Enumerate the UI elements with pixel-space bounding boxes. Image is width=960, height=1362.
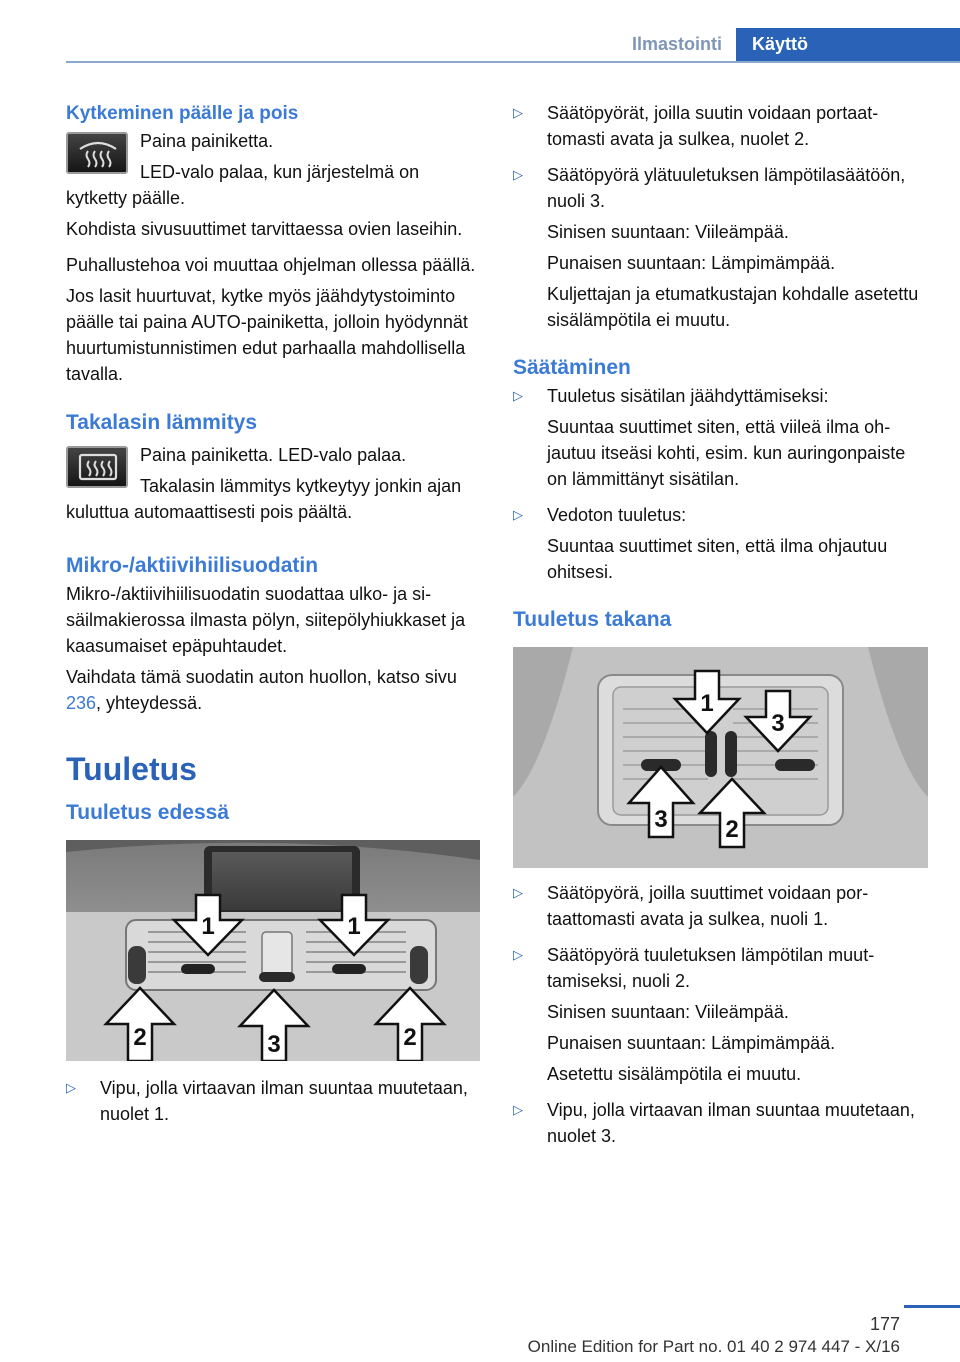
asetettu-text: Asetettu sisälämpötila ei muutu. (547, 1064, 802, 1084)
header-chapter-tab: Käyttö (736, 28, 960, 63)
front-defrost-button-icon (66, 132, 128, 174)
kohdista-text: Kohdista sivusuuttimet tarvittaessa ovien laseihin. (66, 219, 463, 239)
heading-tuuletus-takana: Tuuletus takana (513, 608, 672, 631)
left-column (66, 100, 480, 1127)
arrow-label: 2 (403, 1024, 417, 1051)
arrow-label: 3 (771, 710, 785, 737)
bullet-ylatuuletus: ▷ Säätöpyörä ylätuuletuksen lämpötilasäätöön, nuoli 3. (513, 162, 928, 214)
bullet-triangle-icon: ▷ (513, 167, 523, 182)
bullet-triangle-icon: ▷ (513, 388, 523, 403)
bullet-vedoton: ▷ Vedoton tuuletus: (513, 502, 928, 528)
paina-painiketta-2: Paina painiketta. LED-valo palaa. (140, 445, 407, 465)
header-section-title: Ilmastointi (631, 34, 722, 54)
sininen-text-1: Sinisen suuntaan: Viileämpää. (547, 222, 789, 242)
bullet-triangle-icon: ▷ (513, 105, 523, 120)
bullet-jaahdyttaminen: ▷ Tuuletus sisätilan jäähdyttämiseksi: (513, 383, 928, 409)
huurtuvat-text: Jos lasit huurtuvat, kytke myös jäähdytystoiminto päälle tai paina AUTO-painiketta, jolloin hyödynnät huurtumistunnistimen edut parhaalla mahdollisella tavalla. (66, 286, 468, 384)
mikro-text: Mikro-/aktiivihiilisuodatin suodattaa ulko- ja sisäilmakierossa ilmasta pölyn, siitepölyhiukkaset ja kaasumaiset epäpuhtaudet. (66, 584, 466, 656)
arrow-label: 1 (201, 913, 215, 940)
vedoton-sub: Suuntaa suuttimet siten, että ilma ohjautuu ohitsesi. (547, 536, 888, 582)
punainen-text-2: Punaisen suuntaan: Lämpimämpää. (547, 1033, 836, 1053)
bullet-triangle-icon: ▷ (513, 947, 523, 962)
bullet-front-vipu: ▷ Vipu, jolla virtaavan ilman suuntaa muutetaan, nuolet 1. (66, 1075, 480, 1127)
right-column (513, 100, 928, 1149)
bullet-triangle-icon: ▷ (513, 1102, 523, 1117)
page-number: 177 (869, 1314, 900, 1334)
bullet-triangle-icon: ▷ (66, 1080, 76, 1095)
bullet-rear-saatopyora-2: ▷ Säätöpyörä tuuletuksen lämpötilan muuttamiseksi, nuoli 2. (513, 942, 928, 994)
bullet-triangle-icon: ▷ (513, 507, 523, 522)
rear-window-heating-button-icon (66, 446, 128, 488)
header-rule (66, 61, 960, 63)
puhallustehoa-text: Puhallustehoa voi muuttaa ohjelman ollessa päällä. (66, 255, 476, 275)
bullet-rear-saatopyora-1: ▷ Säätöpyörä, joilla suuttimet voidaan portaattomasti avata ja sulkea, nuoli 1. (513, 880, 928, 932)
rear-vent-figure (513, 647, 928, 868)
front-vent-figure (66, 840, 480, 1061)
bullet-rear-vipu: ▷ Vipu, jolla virtaavan ilman suuntaa muutetaan, nuolet 3. (513, 1097, 928, 1149)
heading-saataminen: Säätäminen (513, 356, 631, 379)
front-vent-illustration (66, 840, 480, 1061)
punainen-text-1: Punaisen suuntaan: Lämpimämpää. (547, 253, 836, 273)
jaahdyttaminen-sub: Suuntaa suuttimet siten, että viileä ilma ohjautuu itseäsi kohti, esim. kun auringonpaiste on lämmittänyt sisätilan. (547, 417, 906, 489)
heading-kytkeminen: Kytkeminen päälle ja pois (66, 103, 299, 124)
arrow-label: 2 (133, 1024, 147, 1051)
rear-vent-illustration (513, 647, 928, 868)
sininen-text-2: Sinisen suuntaan: Viileämpää. (547, 1002, 789, 1022)
heading-tuuletus-edessa: Tuuletus edessä (66, 801, 229, 824)
defrost-rear-row (66, 442, 480, 525)
footer-rule (904, 1305, 960, 1308)
bullet-triangle-icon: ▷ (513, 885, 523, 900)
page-link-236[interactable]: 236 (66, 693, 97, 713)
heading-mikro: Mikro-/aktiivihiilisuodatin (66, 554, 319, 577)
heading-tuuletus: Tuuletus (66, 751, 197, 787)
paina-painiketta-1: Paina painiketta. (140, 131, 274, 151)
vaihdata-text: Vaihdata tämä suodatin auton huollon, katso sivu 236, yhteydessä. (66, 667, 457, 713)
led-text-1: LED-valo palaa, kun järjestelmä on kytketty päälle. (66, 162, 420, 208)
arrow-label: 3 (654, 806, 668, 833)
arrow-label: 1 (347, 913, 361, 940)
arrow-label: 1 (700, 690, 714, 717)
arrow-label: 2 (725, 816, 739, 843)
defrost-front-row (66, 128, 480, 211)
bullet-saatopyorat: ▷ Säätöpyörät, joilla suutin voidaan portaattomasti avata ja sulkea, nuolet 2. (513, 100, 928, 152)
edition-footer: Online Edition for Part no. 01 40 2 974 447 - X/16 (527, 1337, 900, 1356)
arrow-label: 3 (267, 1031, 281, 1058)
heading-takalasin: Takalasin lämmitys (66, 411, 258, 434)
kuljettaja-text: Kuljettajan ja etumatkustajan kohdalle asetettu sisälämpötila ei muutu. (547, 284, 919, 330)
takalasin-text: Takalasin lämmitys kytkeytyy jonkin ajan kuluttua automaattisesti pois päältä. (66, 476, 462, 522)
